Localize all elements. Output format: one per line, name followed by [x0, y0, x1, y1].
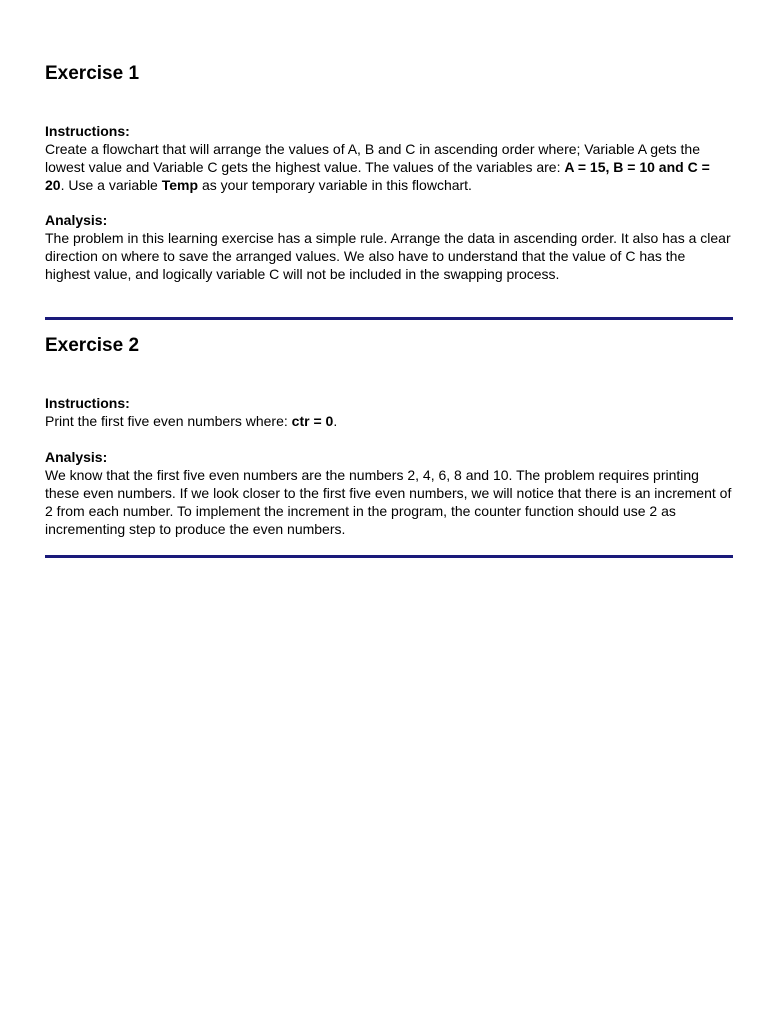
exercise-2-title: Exercise 2	[45, 335, 140, 356]
exercise-2-instructions-text	[45, 412, 733, 430]
instructions-text-part: Create a flowchart that will arrange the values of A, B and C in ascending order where; Variable A gets the lowest value and Variable C gets the highest value. The values of the variables are:	[45, 141, 701, 175]
instructions-text-part: as your temporary variable in this flowchart.	[198, 177, 472, 193]
exercise-1-instructions-label: Instructions:	[45, 123, 130, 139]
exercise-1-instructions-text	[45, 140, 733, 194]
exercise-1-analysis-label: Analysis:	[45, 212, 108, 228]
instructions-text-part: Print the first five even numbers where:	[45, 413, 292, 429]
section-divider	[45, 317, 733, 320]
instructions-text-part: .	[333, 413, 338, 429]
temp-variable-bold: Temp	[161, 177, 199, 193]
section-divider	[45, 555, 733, 558]
instructions-text-part: . Use a variable	[60, 177, 162, 193]
variable-values-bold: A = 15, B = 10 and C = 20	[45, 159, 710, 193]
exercise-2-analysis-text: We know that the first five even numbers are the numbers 2, 4, 6, 8 and 10. The problem requires printing these even numbers. If we look closer to the first five even numbers, we will notice that there is an increment of 2 from each number. To implement the increment in the program, the counter function should use 2 as incrementing step to produce the even numbers.	[45, 467, 732, 537]
exercise-2-instructions-label: Instructions:	[45, 395, 130, 411]
exercise-2-analysis-label: Analysis:	[45, 449, 108, 465]
counter-variable-bold: ctr = 0	[291, 413, 334, 429]
exercise-1-title: Exercise 1	[45, 63, 140, 84]
exercise-1-analysis-text: The problem in this learning exercise has a simple rule. Arrange the data in ascending order. It also has a clear direction on where to save the arranged values. We also have to understand that the value of C has the highest value, and logically variable C will not be included in the swapping process.	[45, 230, 731, 282]
